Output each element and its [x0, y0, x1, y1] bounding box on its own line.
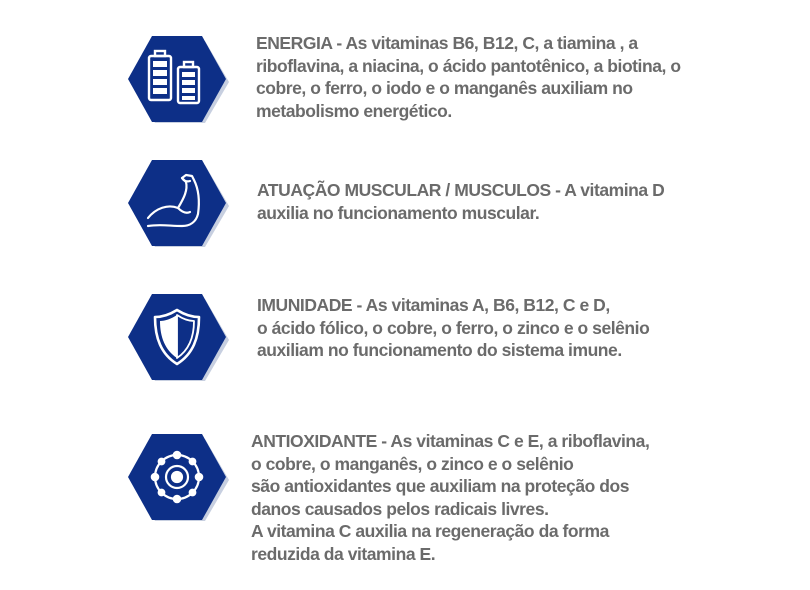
muscular-description — [257, 179, 664, 224]
muscular-badge — [126, 158, 230, 248]
description-line: ENERGIA - As vitaminas B6, B12, C, a tiamina , a — [256, 33, 638, 53]
description-line: auxiliam no funcionamento do sistema imune. — [257, 340, 622, 360]
description-line: o ácido fólico, o cobre, o ferro, o zinco e o selênio — [257, 317, 650, 338]
energia-description — [256, 32, 681, 122]
imunidade-description — [257, 294, 649, 362]
description-line: são antioxidantes que auxiliam na proteção dos — [251, 476, 630, 496]
description-line: o cobre, o manganês, o zinco e o selênio — [251, 453, 574, 474]
description-line: riboflavina, a niacina, o ácido pantotênico, a biotina, o — [256, 55, 681, 76]
description-line: auxilia no funcionamento muscular. — [257, 202, 540, 223]
description-line: reduzida da vitamina E. — [251, 543, 436, 564]
description-line: danos causados pelos radicais livres. — [251, 498, 549, 519]
description-line: ATUAÇÃO MUSCULAR / MUSCULOS - A vitamina D — [257, 180, 665, 200]
description-line: metabolismo energético. — [256, 100, 452, 121]
antioxidante-description — [251, 430, 649, 565]
description-line: ANTIOXIDANTE - As vitaminas C e E, a riboflavina, — [251, 431, 650, 451]
antioxidante-badge — [126, 432, 230, 522]
imunidade-badge — [126, 292, 230, 382]
description-line: A vitamina C auxilia na regeneração da forma — [251, 521, 609, 541]
energia-badge — [126, 34, 230, 124]
description-line: cobre, o ferro, o iodo e o manganês auxiliam no — [256, 78, 633, 98]
description-line: IMUNIDADE - As vitaminas A, B6, B12, C e D, — [257, 295, 610, 315]
